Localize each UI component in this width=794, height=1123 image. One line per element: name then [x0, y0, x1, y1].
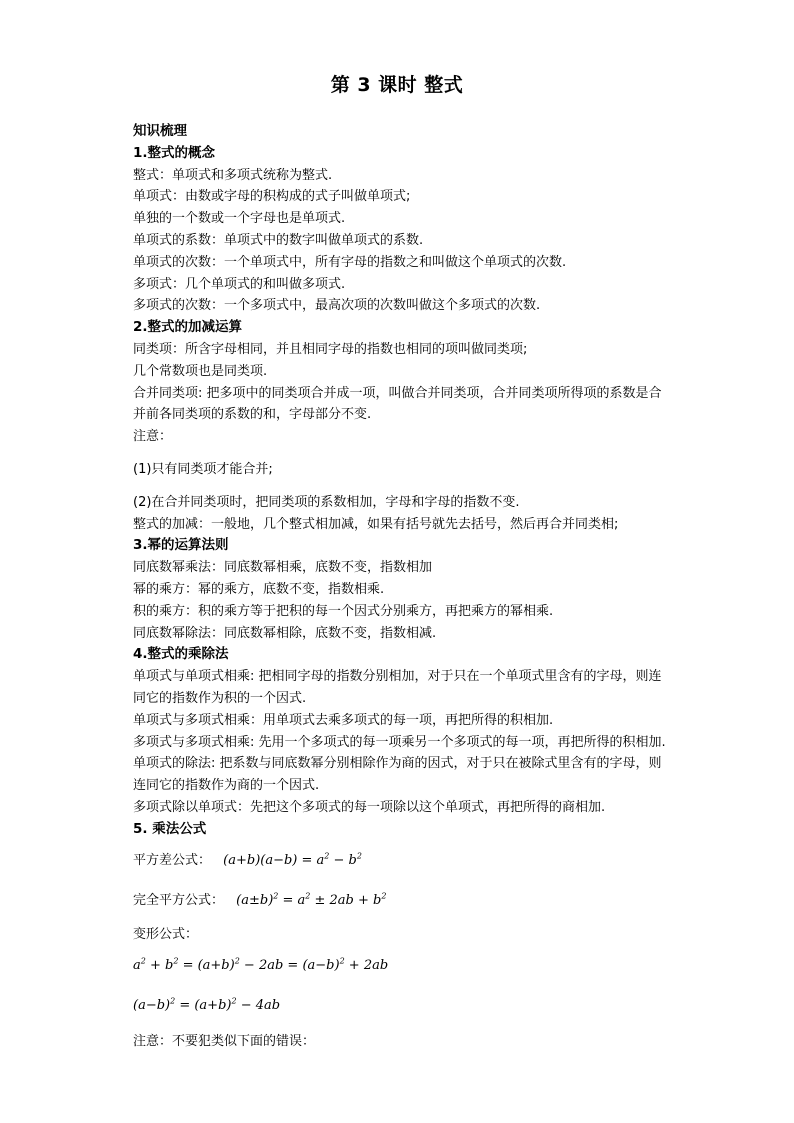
s2-line: 整式的加减：一般地，几个整式相加减，如果有括号就先去括号，然后再合并同类相; — [133, 516, 619, 532]
s4-heading: 4.整式的乘除法 — [133, 646, 229, 663]
s3-heading: 3.幂的运算法则 — [133, 537, 229, 554]
s2-note-label: 注意： — [133, 429, 173, 445]
difference-of-squares — [133, 850, 673, 872]
variant-formula: $a^2 + b^2 = (a+b)^2 - 2ab = (a-b)^2 + 2ab$ — [133, 956, 389, 974]
s1-line: 多项式的次数：一个多项式中，最高次项的次数叫做这个多项式的次数. — [133, 298, 541, 314]
variant-formula-1 — [133, 955, 673, 977]
s1-line: 单独的一个数或一个字母也是单项式. — [133, 211, 346, 227]
s5-heading: 5. 乘法公式 — [133, 820, 207, 837]
section-heading: 知识梳理 — [133, 123, 187, 139]
s2-line: 合并同类项: 把多项中的同类项合并成一项，叫做合并同类项，合并同类项所得项的系数是合并前各同类项的系数的和，字母部分不变. — [133, 385, 662, 423]
variant-formula: $(a-b)^2 = (a+b)^2 - 4ab$ — [133, 996, 281, 1014]
final-note: 注意：不要犯类似下面的错误： — [133, 1034, 316, 1050]
s1-line: 单项式的次数：一个单项式中，所有字母的指数之和叫做这个单项式的次数. — [133, 254, 567, 270]
s1-line: 多项式：几个单项式的和叫做多项式. — [133, 276, 346, 292]
s3-line: 幂的乘方：幂的乘方，底数不变，指数相乘. — [133, 581, 385, 597]
s3-line: 同底数幂除法：同底数幂相除，底数不变，指数相减. — [133, 625, 437, 641]
diff-label: 平方差公式： — [133, 852, 212, 868]
s4-line: 单项式与多项式相乘：用单项式去乘多项式的每一项，再把所得的积相加. — [133, 712, 554, 728]
s3-line: 同底数幂乘法：同底数幂相乘，底数不变，指数相加 — [133, 560, 433, 576]
perfect-square — [133, 890, 673, 912]
s1-line: 单项式的系数：单项式中的数字叫做单项式的系数. — [133, 232, 424, 248]
s4-line: 多项式与多项式相乘: 先用一个多项式的每一项乘另一个多项式的每一项，再把所得的积相加. — [133, 734, 666, 750]
s4-line: 单项式与单项式相乘: 把相同字母的指数分别相加，对于只在一个单项式里含有的字母，则连同它的指数作为积的一个因式. — [133, 669, 662, 706]
s2-note: (1)只有同类项才能合并; — [133, 461, 273, 477]
s2-heading: 2.整式的加减运算 — [133, 319, 243, 336]
perfect-label: 完全平方公式： — [133, 892, 225, 908]
diff-formula: $(a+b)(a-b) = a^2 - b^2$ — [223, 851, 362, 868]
s1-heading: 1.整式的概念 — [133, 144, 216, 161]
variant-label: 变形公式： — [133, 926, 199, 942]
content-body — [133, 121, 673, 1053]
s4-line: 单项式的除法: 把系数与同底数幂分别相除作为商的因式，对于只在被除式里含有的字母，则连同它的指数作为商的一个因式. — [133, 756, 662, 794]
page-title: 第 3 课时 整式 — [330, 74, 464, 96]
s4-line: 多项式除以单项式：先把这个多项式的每一项除以这个单项式，再把所得的商相加. — [133, 799, 606, 815]
s1-line: 整式：单项式和多项式统称为整式. — [133, 167, 333, 183]
s2-note: (2)在合并同类项时，把同类项的系数相加，字母和字母的指数不变. — [133, 494, 520, 510]
perfect-formula: $(a\pm b)^2 = a^2 \pm 2ab + b^2$ — [236, 891, 387, 908]
s1-line: 单项式：由数或字母的积构成的式子叫做单项式; — [133, 189, 411, 205]
s3-line: 积的乘方：积的乘方等于把积的每一个因式分别乘方，再把乘方的幂相乘. — [133, 603, 554, 619]
s2-line: 几个常数项也是同类项. — [133, 363, 268, 379]
s2-line: 同类项：所含字母相同，并且相同字母的指数也相同的项叫做同类项; — [133, 341, 528, 357]
variant-formula-2 — [133, 995, 673, 1017]
